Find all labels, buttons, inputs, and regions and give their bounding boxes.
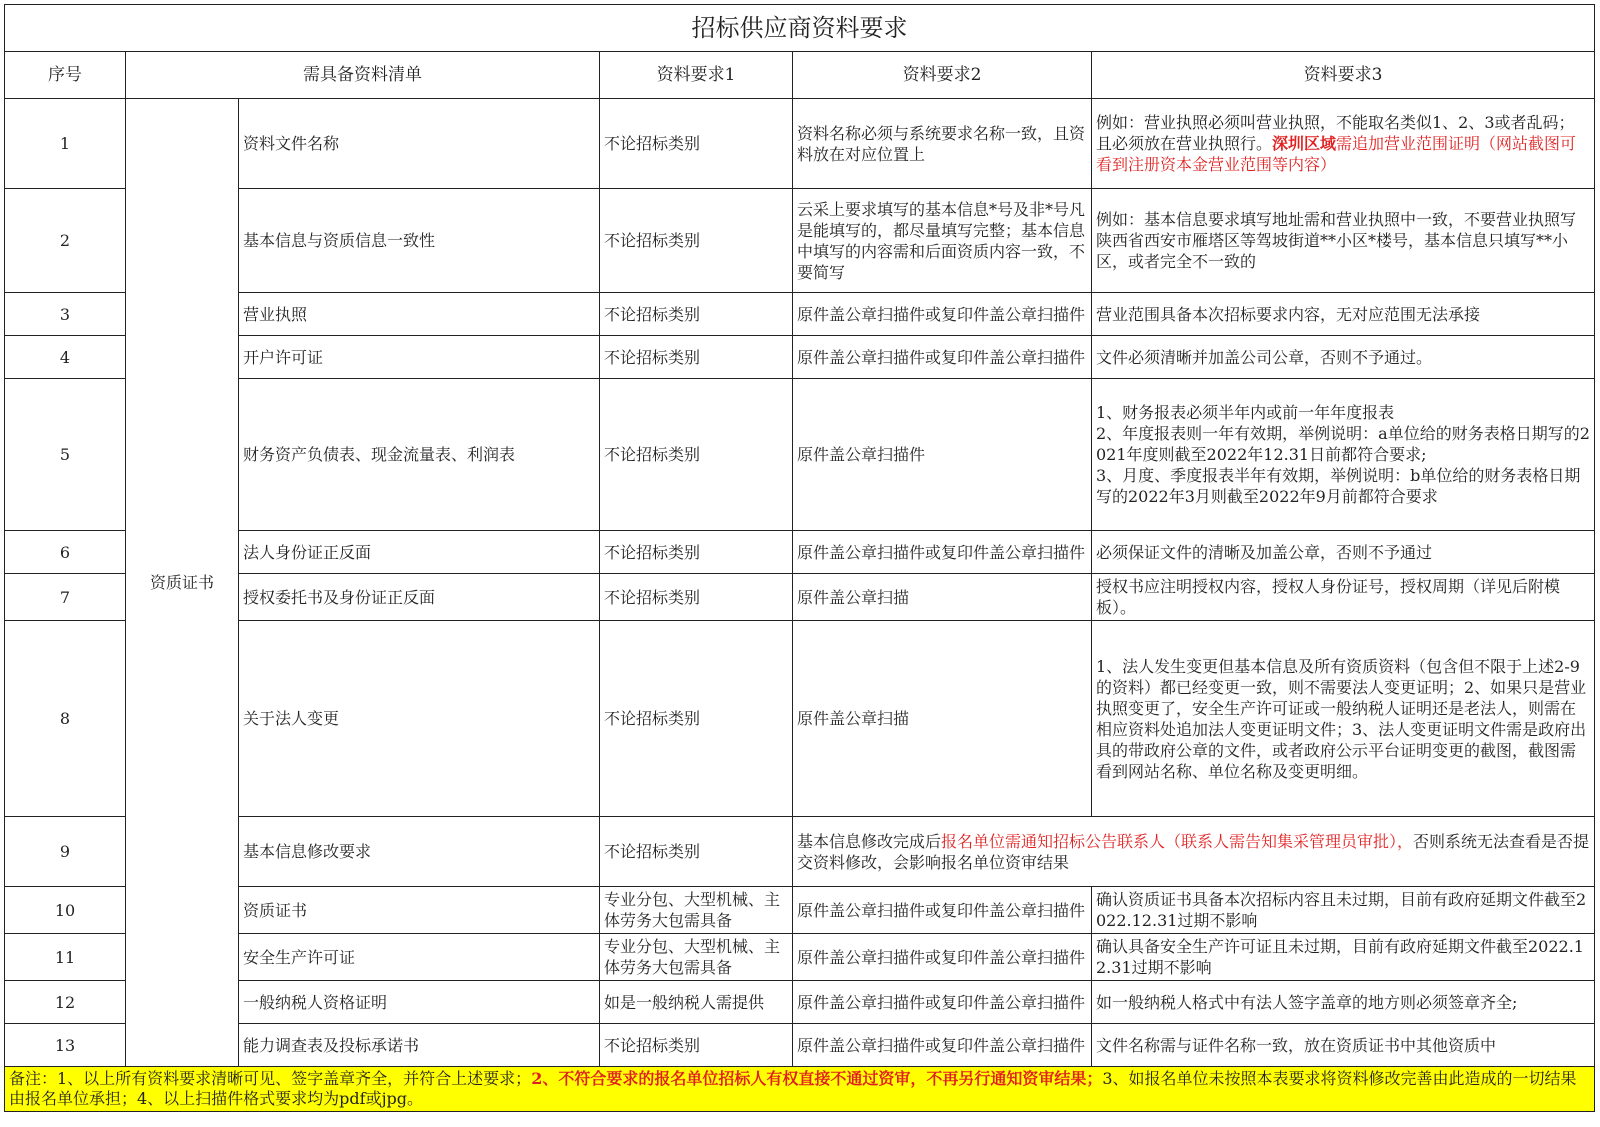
row-name: 能力调查表及投标承诺书 — [239, 1024, 600, 1067]
table-row — [5, 1024, 1595, 1067]
row-name: 资质证书 — [239, 887, 600, 934]
row-no: 11 — [5, 934, 126, 981]
row-req2: 原件盖公章扫描件或复印件盖公章扫描件 — [793, 1024, 1092, 1067]
row-req3: 文件名称需与证件名称一致，放在资质证书中其他资质中 — [1092, 1024, 1595, 1067]
row-name: 资料文件名称 — [239, 99, 600, 189]
row-req3: 授权书应注明授权内容，授权人身份证号，授权周期（详见后附模板）。 — [1092, 574, 1595, 621]
table-row — [5, 574, 1595, 621]
header-seq: 序号 — [5, 52, 126, 99]
row-no: 9 — [5, 817, 126, 887]
req3-line: 3、月度、季度报表半年有效期，举例说明：b单位给的财务表格日期写的2022年3月则截至2022年9月前都符合要求 — [1096, 466, 1581, 506]
table-row — [5, 934, 1595, 981]
row-no: 12 — [5, 981, 126, 1024]
row-name: 安全生产许可证 — [239, 934, 600, 981]
row-name: 授权委托书及身份证正反面 — [239, 574, 600, 621]
row-req1: 不论招标类别 — [600, 99, 793, 189]
row-no: 8 — [5, 621, 126, 817]
row-no: 4 — [5, 336, 126, 379]
table-row — [5, 379, 1595, 531]
row-name: 营业执照 — [239, 293, 600, 336]
row-name: 关于法人变更 — [239, 621, 600, 817]
row-name: 基本信息与资质信息一致性 — [239, 189, 600, 293]
req23-highlight-text: 报名单位需通知招标公告联系人（联系人需告知集采管理员审批）， — [941, 831, 1414, 851]
table-row — [5, 293, 1595, 336]
table-row — [5, 531, 1595, 574]
row-no: 3 — [5, 293, 126, 336]
req3-line: 1、财务报表必须半年内或前一年年度报表 — [1096, 403, 1395, 422]
row-name: 一般纳税人资格证明 — [239, 981, 600, 1024]
row-req1: 不论招标类别 — [600, 621, 793, 817]
row-req3: 确认资质证书具备本次招标内容且未过期，目前有政府延期文件截至2022.12.31过期不影响 — [1092, 887, 1595, 934]
row-no: 2 — [5, 189, 126, 293]
row-name: 开户许可证 — [239, 336, 600, 379]
row-req2: 云采上要求填写的基本信息*号及非*号凡是能填写的，都尽量填写完整；基本信息中填写的内容需和后面资质内容一致，不要简写 — [793, 189, 1092, 293]
table-row — [5, 189, 1595, 293]
req3-highlight-region: 深圳区域 — [1272, 134, 1337, 153]
row-req2: 原件盖公章扫描件或复印件盖公章扫描件 — [793, 531, 1092, 574]
header-req2: 资料要求2 — [793, 52, 1092, 99]
table-row — [5, 887, 1595, 934]
req3-highlight-text: 需追加营业范围证明（网站截图可看到注册资本金营业范围等内容） — [1096, 134, 1577, 174]
row-req23-merged — [793, 817, 1595, 887]
category-cell: 资质证书 — [126, 99, 239, 1067]
row-req3 — [1092, 99, 1595, 189]
table-row — [5, 99, 1595, 189]
row-no: 10 — [5, 887, 126, 934]
req23-text: 基本信息修改完成后 — [797, 831, 942, 851]
row-req3: 确认具备安全生产许可证且未过期，目前有政府延期文件截至2022.12.31过期不影响 — [1092, 934, 1595, 981]
row-req2: 原件盖公章扫描件或复印件盖公章扫描件 — [793, 887, 1092, 934]
row-req1: 专业分包、大型机械、主体劳务大包需具备 — [600, 887, 793, 934]
row-req1: 不论招标类别 — [600, 574, 793, 621]
row-req1: 不论招标类别 — [600, 189, 793, 293]
row-req2: 原件盖公章扫描 — [793, 621, 1092, 817]
row-req2: 原件盖公章扫描件或复印件盖公章扫描件 — [793, 934, 1092, 981]
row-req3 — [1092, 379, 1595, 531]
row-req3: 1、法人发生变更但基本信息及所有资质资料（包含但不限于上述2-9的资料）都已经变更一致，则不需要法人变更证明；2、如果只是营业执照变更了，安全生产许可证或一般纳税人证明还是老法人，则需在相应资料处追加法人变更证明文件；3、法人变更证明文件需是政府出具的带政府公章的文件，或者政府公示平台证明变更的截图，截图需看到网站名称、单位名称及变更明细。 — [1092, 621, 1595, 817]
table-row — [5, 621, 1595, 817]
table-title: 招标供应商资料要求 — [5, 5, 1595, 52]
req23-text-tail: 否则系统无法查看是否提交资料修改，会影响报名单位资审结果 — [797, 831, 1590, 872]
row-req1: 不论招标类别 — [600, 336, 793, 379]
req3-line: 2、年度报表则一年有效期，举例说明：a单位给的财务表格日期写的2021年度则截至2022年12.31日前都符合要求; — [1096, 424, 1590, 464]
row-req3: 必须保证文件的清晰及加盖公章，否则不予通过 — [1092, 531, 1595, 574]
row-req2: 原件盖公章扫描 — [793, 574, 1092, 621]
row-req1: 不论招标类别 — [600, 817, 793, 887]
note-text: 备注：1、以上所有资料要求清晰可见、签字盖章齐全，并符合上述要求； — [9, 1069, 532, 1088]
row-req1: 不论招标类别 — [600, 531, 793, 574]
table-row — [5, 981, 1595, 1024]
row-req3: 营业范围具备本次招标要求内容，无对应范围无法承接 — [1092, 293, 1595, 336]
row-req3: 例如：基本信息要求填写地址需和营业执照中一致，不要营业执照写陕西省西安市雁塔区等驾坡街道**小区*楼号，基本信息只填写**小区，或者完全不一致的 — [1092, 189, 1595, 293]
row-req3: 文件必须清晰并加盖公司公章，否则不予通过。 — [1092, 336, 1595, 379]
row-req2: 资料名称必须与系统要求名称一致，且资料放在对应位置上 — [793, 99, 1092, 189]
row-name: 法人身份证正反面 — [239, 531, 600, 574]
header-list: 需具备资料清单 — [126, 52, 600, 99]
row-name: 基本信息修改要求 — [239, 817, 600, 887]
note-text-tail: 3、如报名单位未按照本表要求将资料修改完善由此造成的一切结果由报名单位承担；4、以上扫描件格式要求均为pdf或jpg。 — [9, 1069, 1577, 1108]
req3-text: 例如：营业执照必须叫营业执照，不能取名类似1、2、3或者乱码；且必须放在营业执照行。 — [1096, 113, 1575, 153]
note-row — [5, 1067, 1595, 1112]
row-no: 5 — [5, 379, 126, 531]
row-no: 13 — [5, 1024, 126, 1067]
header-req3: 资料要求3 — [1092, 52, 1595, 99]
row-req3: 如一般纳税人格式中有法人签字盖章的地方则必须签章齐全; — [1092, 981, 1595, 1024]
row-req2: 原件盖公章扫描件 — [793, 379, 1092, 531]
row-req1: 专业分包、大型机械、主体劳务大包需具备 — [600, 934, 793, 981]
table-row — [5, 817, 1595, 887]
row-req2: 原件盖公章扫描件或复印件盖公章扫描件 — [793, 336, 1092, 379]
row-req2: 原件盖公章扫描件或复印件盖公章扫描件 — [793, 293, 1092, 336]
row-req1: 如是一般纳税人需提供 — [600, 981, 793, 1024]
table-row — [5, 336, 1595, 379]
note-cell — [5, 1067, 1595, 1112]
row-no: 6 — [5, 531, 126, 574]
note-highlight-text: 2、不符合要求的报名单位招标人有权直接不通过资审，不再另行通知资审结果； — [531, 1069, 1103, 1088]
row-req1: 不论招标类别 — [600, 379, 793, 531]
row-req2: 原件盖公章扫描件或复印件盖公章扫描件 — [793, 981, 1092, 1024]
requirements-table — [4, 4, 1595, 1112]
row-no: 1 — [5, 99, 126, 189]
row-name: 财务资产负债表、现金流量表、利润表 — [239, 379, 600, 531]
row-no: 7 — [5, 574, 126, 621]
header-req1: 资料要求1 — [600, 52, 793, 99]
row-req1: 不论招标类别 — [600, 1024, 793, 1067]
row-req1: 不论招标类别 — [600, 293, 793, 336]
